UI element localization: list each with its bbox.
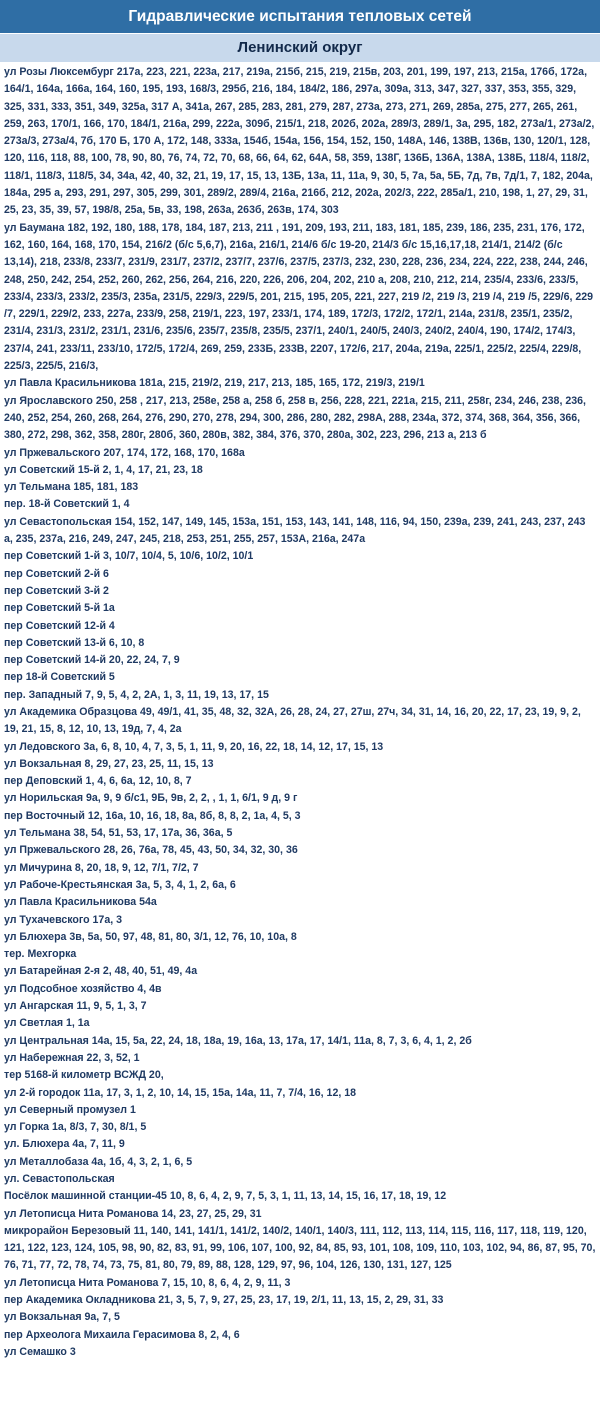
list-item: ул Ангарская 11, 9, 5, 1, 3, 7 (4, 1000, 147, 1013)
list-item: ул Тельмана 185, 181, 183 (4, 481, 139, 494)
list-item: пер 18-й Советский 5 (4, 671, 115, 684)
list-item: пер. Западный 7, 9, 5, 4, 2, 2А, 1, 3, 11, 19, 13, 17, 15 (4, 688, 269, 701)
list-item: ул Горка 1а, 8/3, 7, 30, 8/1, 5 (4, 1121, 147, 1134)
list-item: ул Тухачевского 17а, 3 (4, 913, 122, 926)
list-item: пер Деповский 1, 4, 6, 6а, 12, 10, 8, 7 (4, 775, 192, 788)
list-item: пер Советский 1-й 3, 10/7, 10/4, 5, 10/6, 10/2, 10/1 (4, 550, 254, 563)
list-item: ул Набережная 22, 3, 52, 1 (4, 1051, 140, 1064)
list-item: ул Советский 15-й 2, 1, 4, 17, 21, 23, 18 (4, 463, 203, 476)
list-item: ул Вокзальная 9а, 7, 5 (4, 1311, 120, 1324)
list-item: ул Севастопольская 154, 152, 147, 149, 145, 153а, 151, 153, 143, 141, 148, 116, 94, 150, 239а, 239, 241, 243, 237, 243 а, 235, 237а, 216, 249, 247, 245, 218, 253, 251, 255, 257, 153А, 216а, 247а (4, 515, 586, 546)
list-item: ул Норильская 9а, 9, 9 б/с1, 9Б, 9в, 2, 2, , 1, 1, 6/1, 9 д, 9 г (4, 792, 298, 805)
list-item: ул Розы Люксембург 217а, 223, 221, 223а, 217, 219а, 215б, 215, 219, 215в, 203, 201, 199, 197, 213, 215а, 176б, 172а, 164/1, 164а, 166а, 164, 160, 195, 193, 168/3, 295б, 216, 184, 184/2, 186, 297а, 309а, 313, 347, 327, 337, 353, 355, 329, 325, 331, 333, 351, 349, 325а, 317 А, 341а, 267, 285, 283, 281, 279, 287, 273а, 273, 271, 269, 285а, 275, 277, 265, 261, 259, 263, 170/1, 166, 170, 184/1, 216а, 299, 222а, 309б, 215/1, 218, 202б, 202а, 289/3, 289/1, 3а, 295, 182, 273а/1, 273а/2, 273а/3, 273а/4, 7б, 170 Б, 170 А, 172, 148, 333а, 154б, 154а, 156, 154, 152, 150, 148А, 146, 138В, 136в, 130, 120/1, 128, 120, 116, 118, 88, 100, 78, 90, 80, 76, 74, 72, 70, 68, 66, 64, 62, 64А, 58, 359, 138Г, 136Б, 136А, 138А, 138Б, 118/4, 118/2, 118/1, 118/3, 118/5, 34, 34а, 42, 40, 32, 21, 19, 17, 15, 13, 13Б, 13а, 11, 11а, 9, 30, 5, 7а, 5а, 5Б, 7д, 7в, 7д/1, 7, 182, 204а, 184а, 295 а, 293, 291, 297, 305, 299, 301, 289/2, 289/4, 216а, 216б, 212, 202а, 202/3, 222, 285а/1, 210, 198, 1, 27, 29, 31, 25, 23, 35, 39, 57, 198/8, 25а, 5в, 33, 198, 263а, 263б, 263в, 174, 303 (4, 66, 595, 217)
list-item: ул Батарейная 2-я 2, 48, 40, 51, 49, 4а (4, 965, 198, 978)
list-item: ул Ярославского 250, 258 , 217, 213, 258е, 258 а, 258 б, 258 в, 256, 228, 221, 221а, 215, 211, 258г, 234, 246, 238, 236, 240, 252, 254, 260, 268, 264, 276, 290, 270, 278, 294, 300, 286, 280, 282, 298А, 288, 234а, 372, 374, 368, 364, 356, 366, 380, 272, 298, 362, 358, 280г, 280б, 360, 280в, 382, 384, 376, 370, 280а, 302, 223, 296, 213 а, 213 б (4, 394, 586, 442)
list-item: ул Академика Образцова 49, 49/1, 41, 35, 48, 32, 32А, 26, 28, 24, 27, 27ш, 27ч, 34, 31, 14, 16, 20, 22, 17, 23, 19, 9, 2, 19, 21, 15, 8, 12, 10, 13, 19д, 7, 4, 2а (4, 705, 581, 736)
list-item: ул. Блюхера 4а, 7, 11, 9 (4, 1138, 125, 1151)
list-item: пер Советский 5-й 1а (4, 602, 115, 615)
list-item: ул Северный промузел 1 (4, 1103, 136, 1116)
list-item: ул Семашко 3 (4, 1345, 76, 1358)
list-item: ул 2-й городок 11а, 17, 3, 1, 2, 10, 14, 15, 15а, 14а, 11, 7, 7/4, 16, 12, 18 (4, 1086, 357, 1099)
list-item: ул Ледовского 3а, 6, 8, 10, 4, 7, 3, 5, 1, 11, 9, 20, 16, 22, 18, 14, 12, 17, 15, 13 (4, 740, 384, 753)
list-item: ул Центральная 14а, 15, 5а, 22, 24, 18, 18а, 19, 16а, 13, 17а, 17, 14/1, 11а, 8, 7, 3, 6, 4, 1, 2, 2б (4, 1034, 472, 1047)
district-heading: Ленинский округ (0, 34, 600, 62)
list-item: ул Павла Красильникова 181а, 215, 219/2, 219, 217, 213, 185, 165, 172, 219/3, 219/1 (4, 377, 425, 390)
list-item: ул Пржевальского 28, 26, 76а, 78, 45, 43, 50, 34, 32, 30, 36 (4, 844, 298, 857)
list-item: ул Павла Красильникова 54а (4, 896, 157, 909)
page-title: Гидравлические испытания тепловых сетей (0, 0, 600, 34)
list-item: пер. 18-й Советский 1, 4 (4, 498, 130, 511)
list-item: пер Академика Окладникова 21, 3, 5, 7, 9, 27, 25, 23, 17, 19, 2/1, 11, 13, 15, 2, 29, 31, 33 (4, 1294, 444, 1307)
list-item: пер Советский 12-й 4 (4, 619, 115, 632)
list-item: пер Советский 2-й 6 (4, 567, 109, 580)
list-item: ул Летописца Нита Романова 14, 23, 27, 25, 29, 31 (4, 1207, 262, 1220)
list-item: микрорайон Березовый 11, 140, 141, 141/1, 141/2, 140/2, 140/1, 140/3, 111, 112, 113, 114, 115, 116, 117, 118, 119, 120, 121, 122, 123, 124, 105, 98, 90, 82, 83, 91, 99, 106, 107, 100, 92, 84, 85, 93, 101, 108, 109, 110, 103, 102, 94, 86, 87, 95, 70, 76, 71, 77, 72, 78, 74, 73, 75, 81, 80, 79, 89, 88, 128, 129, 97, 96, 104, 126, 130, 131, 127, 125 (4, 1224, 596, 1272)
list-item: ул. Севастопольская (4, 1173, 115, 1185)
list-item: ул Тельмана 38, 54, 51, 53, 17, 17а, 36, 36а, 5 (4, 827, 233, 840)
list-item: пер Археолога Михаила Герасимова 8, 2, 4, 6 (4, 1328, 240, 1341)
list-item: ул Летописца Нита Романова 7, 15, 10, 8, 6, 4, 2, 9, 11, 3 (4, 1276, 291, 1289)
list-item: ул Мичурина 8, 20, 18, 9, 12, 7/1, 7/2, 7 (4, 861, 199, 874)
list-item: ул Пржевальского 207, 174, 172, 168, 170, 168а (4, 446, 245, 459)
list-item: ул Металлобаза 4а, 1б, 4, 3, 2, 1, 6, 5 (4, 1155, 193, 1168)
list-item: ул Подсобное хозяйство 4, 4в (4, 982, 162, 995)
list-item: пер Восточный 12, 16а, 10, 16, 18, 8а, 8б, 8, 8, 2, 1а, 4, 5, 3 (4, 809, 301, 822)
list-item: тер. Мехгорка (4, 948, 77, 961)
address-list (0, 62, 600, 1361)
list-item: ул Баумана 182, 192, 180, 188, 178, 184, 187, 213, 211 , 191, 209, 193, 211, 183, 181, 185, 239, 186, 235, 231, 176, 172, 162, 160, 164, 168, 170, 154, 216/2 (б/с 5,6,7), 216а, 216/1, 214/6 б/с 19-20, 214/3 б/с 15,16,17,18, 214/1, 214/2 (б/с 13,14), 218, 233/8, 233/7, 231/9, 231/7, 237/2, 237/7, 237/6, 237/5, 237/3, 232, 230, 228, 236, 234, 224, 222, 238, 244, 246, 248, 250, 242, 254, 252, 260, 262, 256, 264, 216, 220, 226, 206, 204, 202, 210 а, 208, 210, 212, 214, 235/4, 233/6, 233/5, 233/4, 233/3, 233/2, 235/3, 235а, 231/5, 229/3, 229/5, 201, 215, 195, 205, 221, 227, 219 /2, 219 /3, 219 /4, 219 /5, 229/6, 229 /7, 229/1, 229/2, 233, 227а, 233/9, 258, 219/1, 223, 197, 233/1, 174, 189, 172/3, 172/2, 172/1, 214а, 231/8, 235/1, 235/2, 231/4, 231/3, 231/2, 231/1, 231/6, 235/6, 235/7, 235/8, 235/5, 237/1, 240/1, 240/5, 240/3, 240/2, 240/4, 190, 174/2, 174/3, 237/4, 241, 233/11, 233/10, 172/5, 172/4, 269, 259, 233Б, 233В, 2207, 172/6, 217, 204а, 219а, 225/1, 225/2, 225/4, 229/8, 225/3, 225/5, 216/3, (4, 221, 594, 373)
list-item: ул Рабоче-Крестьянская 3а, 5, 3, 4, 1, 2, 6а, 6 (4, 878, 236, 891)
list-item: ул Блюхера 3в, 5а, 50, 97, 48, 81, 80, 3/1, 12, 76, 10, 10а, 8 (4, 930, 297, 943)
list-item: пер Советский 14-й 20, 22, 24, 7, 9 (4, 654, 180, 667)
list-item: ул Вокзальная 8, 29, 27, 23, 25, 11, 15, 13 (4, 757, 214, 770)
list-item: Посёлок машинной станции-45 10, 8, 6, 4, 2, 9, 7, 5, 3, 1, 11, 13, 14, 15, 16, 17, 18, 19, 12 (4, 1190, 447, 1203)
list-item: пер Советский 3-й 2 (4, 584, 109, 597)
list-item: ул Светлая 1, 1а (4, 1017, 90, 1030)
list-item: тер 5168-й километр ВСЖД 20, (4, 1069, 164, 1082)
list-item: пер Советский 13-й 6, 10, 8 (4, 636, 145, 649)
